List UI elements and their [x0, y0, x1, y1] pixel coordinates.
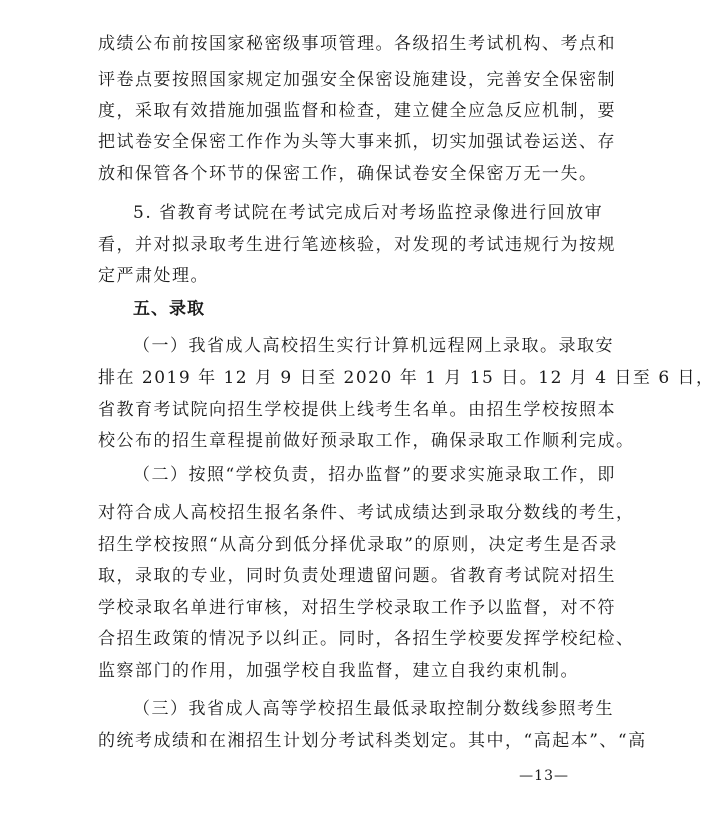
paragraph-3-line-4: 校公布的招生章程提前做好预录取工作，确保录取工作顺利完成。 [98, 431, 635, 451]
paragraph-3-line-3: 省教育考试院向招生学校提供上线考生名单。由招生学校按照本 [98, 400, 616, 420]
paragraph-2-line-3: 定严肃处理。 [98, 266, 209, 286]
paragraph-4-line-6: 合招生政策的情况予以纠正。同时，各招生学校要发挥学校纪检、 [98, 629, 635, 649]
page-number: —13— [519, 768, 569, 784]
paragraph-2-line-2: 看，并对拟录取考生进行笔迹核验，对发现的考试违规行为按规 [98, 235, 616, 255]
paragraph-4-line-5: 学校录取名单进行审核，对招生学校录取工作予以监督，对不符 [98, 598, 616, 618]
paragraph-2-line-1: 5. 省教育考试院在考试完成后对考场监控录像进行回放审 [133, 203, 604, 223]
paragraph-4-line-2: 对符合成人高校招生报名条件、考试成绩达到录取分数线的考生， [98, 503, 635, 523]
section-heading: 五、录取 [133, 299, 205, 319]
paragraph-4-line-4: 取，录取的专业，同时负责处理遗留问题。省教育考试院对招生 [98, 566, 616, 586]
paragraph-1-line-2: 评卷点要按照国家规定加强安全保密设施建设，完善安全保密制 [98, 70, 616, 90]
paragraph-1-line-4: 把试卷安全保密工作作为头等大事来抓，切实加强试卷运送、存 [98, 132, 616, 152]
paragraph-1-line-1: 成绩公布前按国家秘密级事项管理。各级招生考试机构、考点和 [98, 34, 616, 54]
paragraph-1-line-3: 度，采取有效措施加强监督和检查，建立健全应急反应机制，要 [98, 101, 616, 121]
paragraph-5-line-2: 的统考成绩和在湘招生计划分考试科类划定。其中，“高起本”、“高 [98, 731, 647, 751]
paragraph-4-line-7: 监察部门的作用，加强学校自我监督，建立自我约束机制。 [98, 661, 579, 681]
paragraph-3-line-1: （一）我省成人高校招生实行计算机远程网上录取。录取安 [133, 336, 614, 356]
paragraph-3-line-2: 排在 2019 年 12 月 9 日至 2020 年 1 月 15 日。12 月 4 日至 6 日， [98, 368, 715, 388]
paragraph-4-line-3: 招生学校按照“从高分到低分择优录取”的原则，决定考生是否录 [98, 535, 618, 555]
paragraph-4-line-1: （二）按照“学校负责，招办监督”的要求实施录取工作，即 [133, 465, 616, 485]
paragraph-5-line-1: （三）我省成人高等学校招生最低录取控制分数线参照考生 [133, 699, 614, 719]
paragraph-1-line-5: 放和保管各个环节的保密工作，确保试卷安全保密万无一失。 [98, 164, 598, 184]
